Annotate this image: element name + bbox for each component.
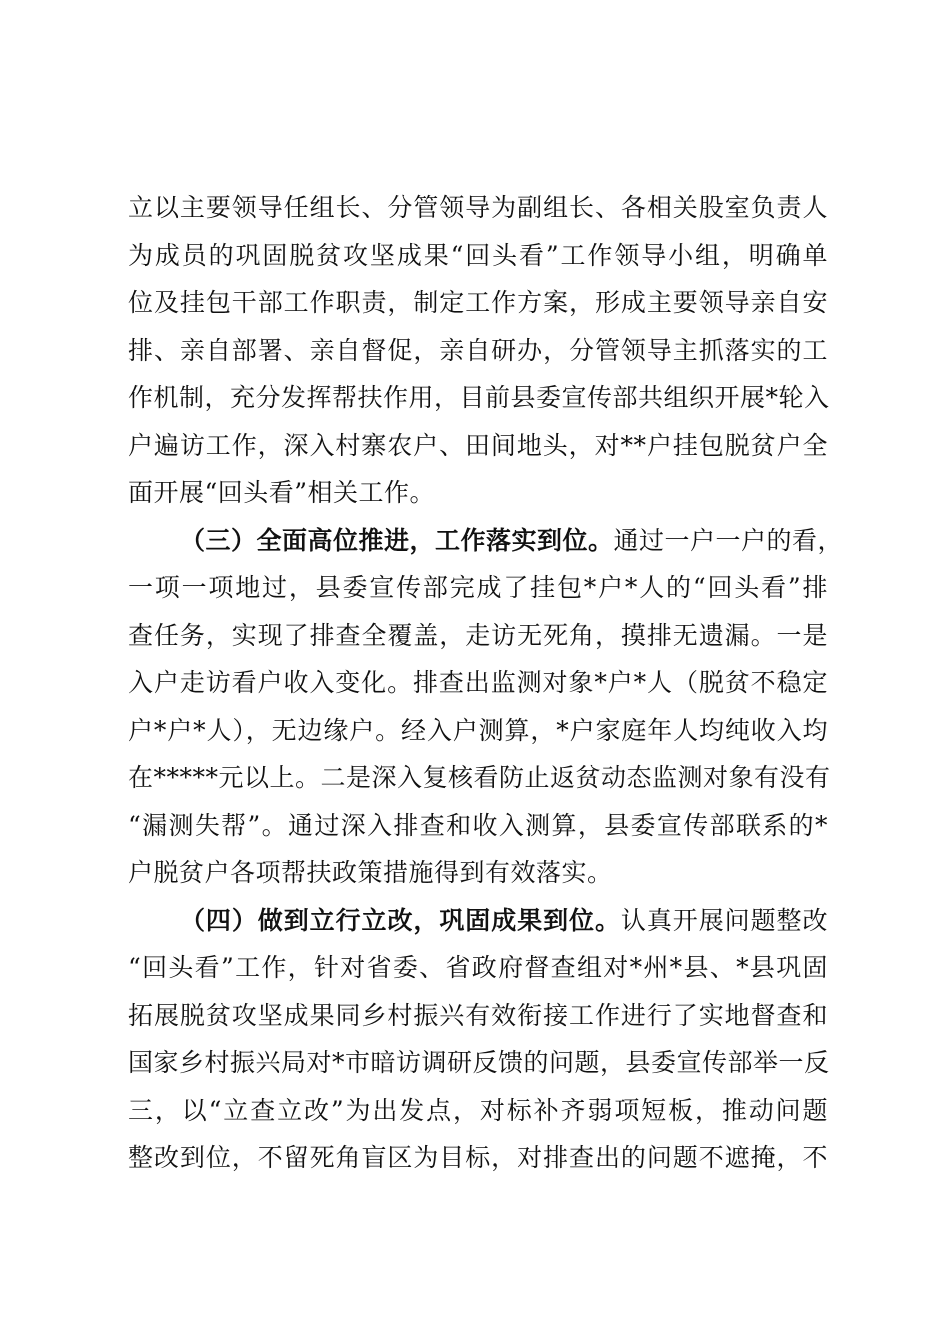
text-line <box>128 897 828 945</box>
section-three-heading: （三）全面高位推进，工作落实到位。 <box>180 525 614 555</box>
text-line: 排、亲自部署、亲自督促，亲自研办，分管领导主抓落实的工 <box>128 335 828 365</box>
text-line: 三，以“立查立改”为出发点，对标补齐弱项短板，推动问题 <box>128 1095 828 1125</box>
text-line: 为成员的巩固脱贫攻坚成果“回头看”工作领导小组，明确单 <box>128 240 828 270</box>
text-line: 立以主要领导任组长、分管领导为副组长、各相关股室负责人 <box>128 193 828 222</box>
paragraph-leadership-group <box>128 184 828 517</box>
text-line: “回头看”工作，针对省委、省政府督查组对*州*县、*县巩固 <box>128 953 828 982</box>
text-line: 拓展脱贫攻坚成果同乡村振兴有效衔接工作进行了实地督查和 <box>128 1000 828 1030</box>
text-line: 国家乡村振兴局对*市暗访调研反馈的问题，县委宣传部举一反 <box>128 1048 830 1077</box>
text-line: 在*****元以上。二是深入复核看防止返贫动态监测对象有没有 <box>128 763 831 792</box>
document-body <box>128 184 844 1182</box>
text-line: 查任务，实现了排查全覆盖，走访无死角，摸排无遗漏。一是 <box>128 620 828 650</box>
text-line: 一项一项地过，县委宣传部完成了挂包*户*人的“回头看”排 <box>128 573 828 602</box>
text-line: 整改到位，不留死角盲区为目标，对排查出的问题不遮掩，不 <box>128 1143 828 1172</box>
paragraph-section-three <box>128 517 844 897</box>
text-line: 面开展“回头看”相关工作。 <box>128 478 436 507</box>
section-four-heading: （四）做到立行立改，巩固成果到位。 <box>180 905 621 935</box>
text-line: 户遍访工作，深入村寨农户、田间地头，对**户挂包脱贫户全 <box>128 430 828 460</box>
section-three-lead-text: 通过一户一户的看， <box>613 525 844 555</box>
text-line: 入户走访看户收入变化。排查出监测对象*户*人（脱贫不稳定 <box>128 668 828 697</box>
text-line: 位及挂包干部工作职责，制定工作方案，形成主要领导亲自安 <box>128 288 828 317</box>
paragraph-section-four <box>128 897 828 1182</box>
text-line: 户*户*人），无边缘户。经入户测算，*户家庭年人均纯收入均 <box>128 715 828 745</box>
text-line: 户脱贫户各项帮扶政策措施得到有效落实。 <box>128 858 613 887</box>
section-four-lead-text: 认真开展问题整改 <box>620 905 828 935</box>
text-line <box>128 517 844 565</box>
text-line: 作机制，充分发挥帮扶作用，目前县委宣传部共组织开展*轮入 <box>128 383 830 412</box>
text-line: “漏测失帮”。通过深入排查和收入测算，县委宣传部联系的* <box>128 810 828 840</box>
